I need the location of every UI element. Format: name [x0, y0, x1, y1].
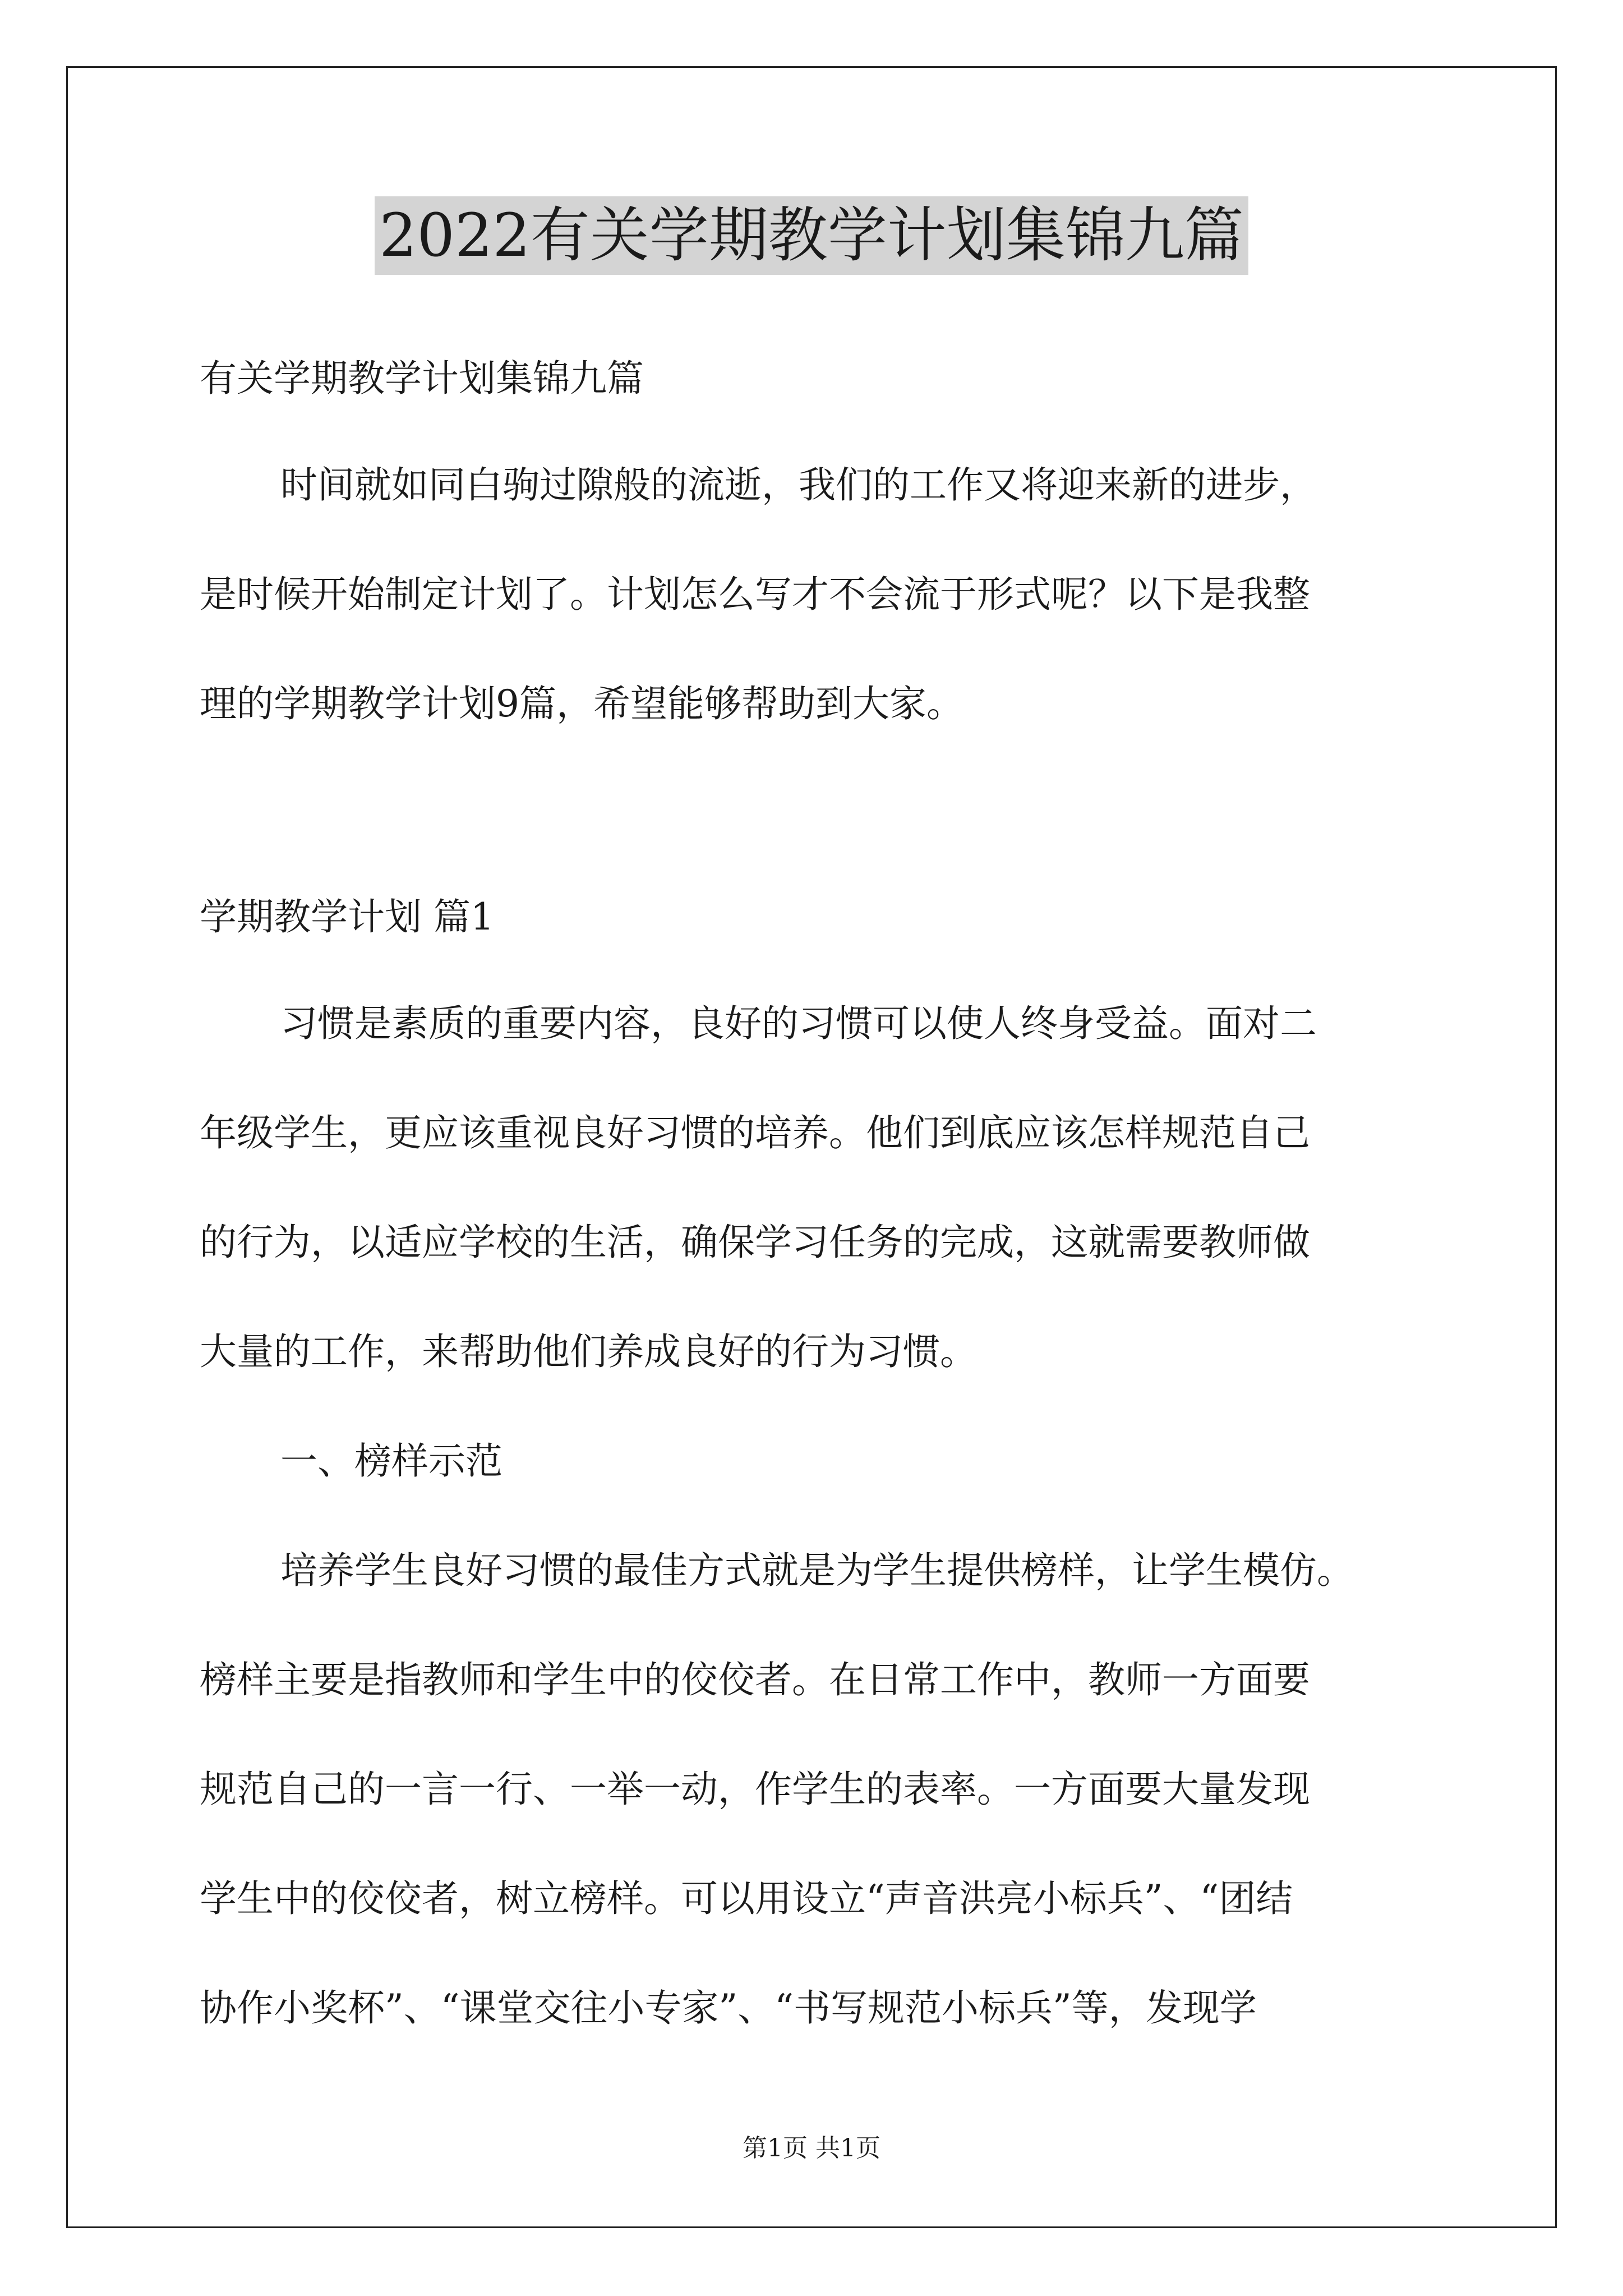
body-line-2: 榜样主要是指教师和学生中的佼佼者。在日常工作中，教师一方面要	[200, 1658, 1310, 1701]
body-line-3: 规范自己的一言一行、一举一动，作学生的表率。一方面要大量发现	[200, 1768, 1310, 1811]
paragraph-line-4: 大量的工作，来帮助他们养成良好的行为习惯。	[200, 1330, 977, 1373]
intro-line-2: 是时候开始制定计划了。计划怎么写才不会流于形式呢？以下是我整	[200, 573, 1310, 616]
title-container	[0, 196, 1623, 275]
paragraph-line-2: 年级学生，更应该重视良好习惯的培养。他们到底应该怎样规范自己	[200, 1111, 1310, 1154]
page-footer: 第1页 共1页	[743, 2134, 880, 2162]
body-line-5: 协作小奖杯”、“课堂交往小专家”、“书写规范小标兵”等，发现学	[200, 1986, 1257, 2030]
document-subtitle: 有关学期教学计划集锦九篇	[200, 357, 644, 400]
document-title: 2022有关学期教学计划集锦九篇	[375, 196, 1248, 275]
section-heading: 学期教学计划 篇1	[200, 895, 494, 938]
intro-line-3: 理的学期教学计划9篇，希望能够帮助到大家。	[200, 682, 963, 725]
body-line-4: 学生中的佼佼者，树立榜样。可以用设立“声音洪亮小标兵”、“团结	[200, 1877, 1293, 1920]
intro-line-1: 时间就如同白驹过隙般的流逝，我们的工作又将迎来新的进步，	[280, 463, 1317, 507]
body-line-1: 培养学生良好习惯的最佳方式就是为学生提供榜样，让学生模仿。	[280, 1549, 1354, 1592]
paragraph-line-3: 的行为，以适应学校的生活，确保学习任务的完成，这就需要教师做	[200, 1221, 1310, 1264]
paragraph-line-1: 习惯是素质的重要内容，良好的习惯可以使人终身受益。面对二	[280, 1002, 1317, 1045]
subheading: 一、榜样示范	[280, 1439, 502, 1483]
